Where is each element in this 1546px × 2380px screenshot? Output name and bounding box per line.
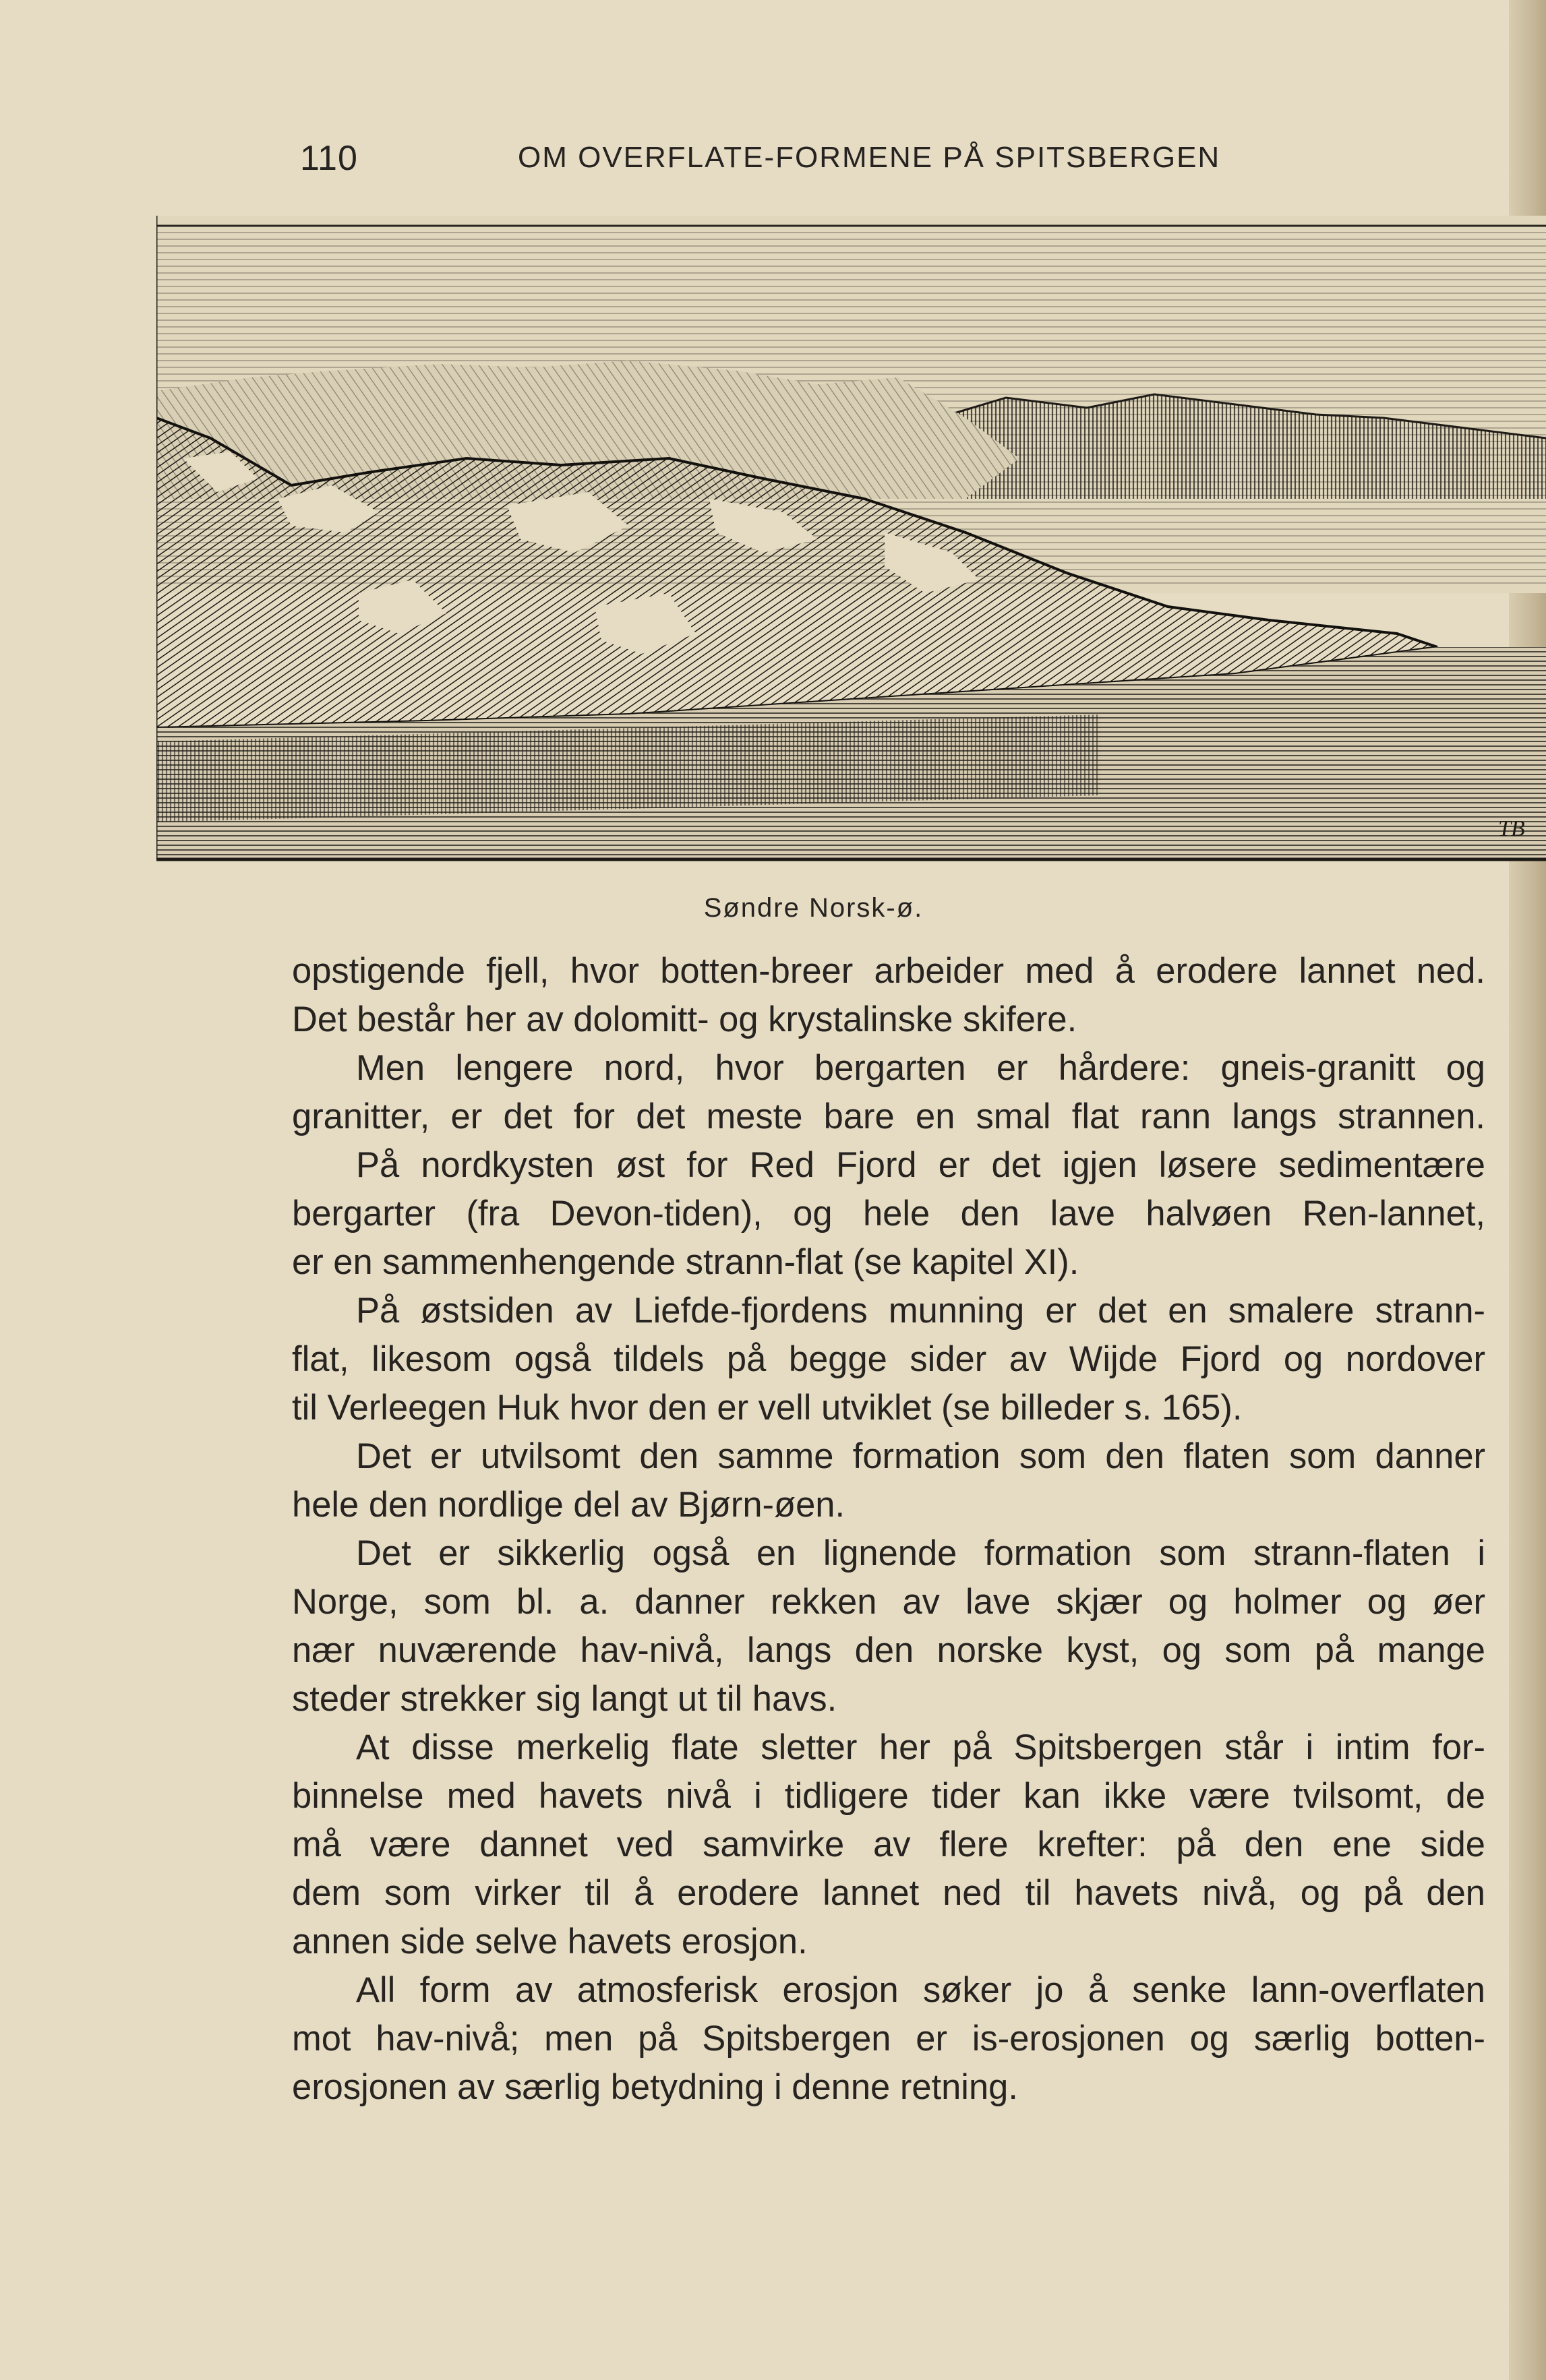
page-number: 110: [300, 139, 358, 178]
text-line: steder strekker sig langt ut til havs.: [292, 1679, 837, 1719]
engraver-signature: TB: [1498, 816, 1525, 841]
text-line: På østsiden av Liefde-fjordens munning er det en smalere strann-: [356, 1291, 1485, 1331]
figure-caption: Søndre Norsk-ø.: [703, 893, 924, 923]
text-line: er en sammenhengende strann-flat (se kapitel XI).: [292, 1242, 1079, 1282]
text-line: erosjonen av særlig betydning i denne retning.: [292, 2067, 1018, 2107]
engraving-illustration: [156, 216, 1546, 869]
text-line: opstigende fjell, hvor botten-breer arbeider med å erodere lannet ned.: [292, 951, 1485, 991]
text-line: må være dannet ved samvirke av flere krefter: på den ene side: [292, 1825, 1485, 1864]
text-line: Det består her av dolomitt- og krystalinske skifere.: [292, 1000, 1077, 1039]
text-line: hele den nordlige del av Bjørn-øen.: [292, 1485, 845, 1525]
text-line: binnelse med havets nivå i tidligere tider kan ikke være tvilsomt, de: [292, 1776, 1485, 1816]
text-line: dem som virker til å erodere lannet ned til havets nivå, og på den: [292, 1873, 1485, 1913]
text-line: flat, likesom også tildels på begge sider av Wijde Fjord og nordover: [292, 1339, 1485, 1379]
text-line: Det er sikkerlig også en lignende formation som strann-flaten i: [356, 1533, 1485, 1573]
running-head: [0, 138, 1546, 179]
body-text: [292, 947, 1485, 2112]
text-line: All form av atmosferisk erosjon søker jo å senke lann-overflaten: [356, 1970, 1485, 2010]
text-line: til Verleegen Huk hvor den er vell utviklet (se billeder s. 165).: [292, 1388, 1243, 1428]
text-line: Men lengere nord, hvor bergarten er hårdere: gneis-granitt og: [356, 1048, 1485, 1088]
text-line: annen side selve havets erosjon.: [292, 1922, 808, 1961]
text-line: Det er utvilsomt den samme formation som den flaten som danner: [356, 1436, 1485, 1476]
text-line: På nordkysten øst for Red Fjord er det igjen løsere sedimentære: [356, 1145, 1485, 1185]
text-line: At disse merkelig flate sletter her på Spitsbergen står i intim for-: [356, 1728, 1485, 1767]
text-line: bergarter (fra Devon-tiden), og hele den lave halvøen Ren-lannet,: [292, 1194, 1485, 1233]
text-line: granitter, er det for det meste bare en smal flat rann langs strannen.: [292, 1097, 1485, 1136]
running-title: OM OVERFLATE-FORMENE PÅ SPITSBERGEN: [518, 141, 1221, 174]
text-line: mot hav-nivå; men på Spitsbergen er is-erosjonen og særlig botten-: [292, 2019, 1485, 2058]
text-line: Norge, som bl. a. danner rekken av lave skjær og holmer og øer: [292, 1582, 1485, 1622]
text-line: nær nuværende hav-nivå, langs den norske kyst, og som på mange: [292, 1630, 1485, 1670]
